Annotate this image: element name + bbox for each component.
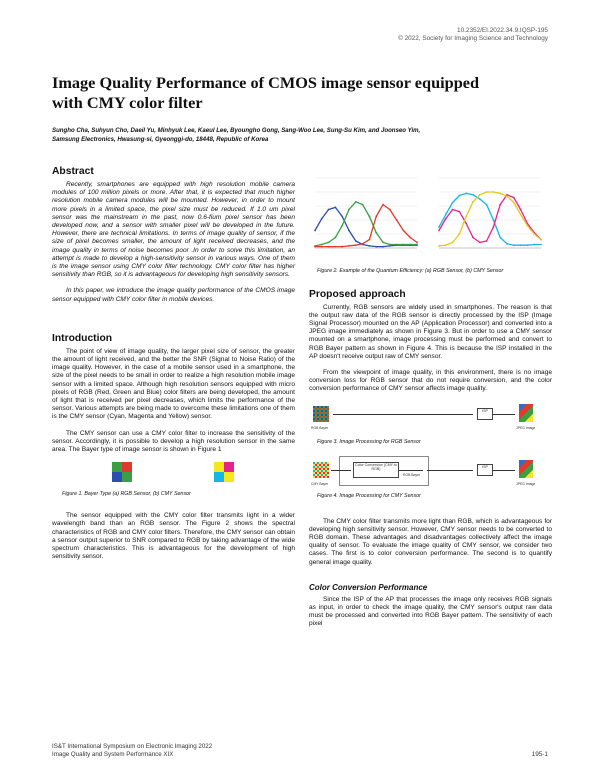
data-point-r bbox=[375, 216, 377, 218]
data-point-r bbox=[396, 219, 398, 221]
data-point-r bbox=[341, 246, 343, 248]
data-point-y bbox=[493, 191, 495, 193]
figure-2 bbox=[309, 168, 552, 268]
data-point-g bbox=[362, 204, 364, 206]
data-point-y bbox=[486, 191, 488, 193]
footer-line-1: IS&T International Symposium on Electronic Imaging 2022 bbox=[52, 743, 213, 750]
rgb-bayer-mid-label: RGB Bayer bbox=[403, 472, 421, 477]
isp-label: ISP bbox=[482, 464, 488, 469]
data-point-r bbox=[335, 246, 337, 248]
data-point-r bbox=[328, 246, 330, 248]
arrow-line bbox=[493, 414, 515, 415]
proposed-approach-heading: Proposed approach bbox=[309, 288, 406, 300]
data-point-y bbox=[452, 242, 454, 244]
figure-2-caption: Figure 2. Example of the Quantum Efficiency: (a) RGB Sensor, (b) CMY Sensor bbox=[317, 268, 504, 274]
jpeg-image-label: JPEG Image bbox=[516, 425, 536, 430]
data-point-g bbox=[335, 237, 337, 239]
data-point-c bbox=[452, 202, 454, 204]
data-point-c bbox=[486, 204, 488, 206]
figure-1-caption: Figure 1. Bayer Type (a) RGB Sensor, (b) CMY Sensor bbox=[62, 491, 191, 498]
data-point-b bbox=[314, 230, 316, 232]
bayer-magenta-pixel bbox=[224, 462, 234, 472]
rgb-bayer-pattern bbox=[112, 462, 132, 482]
introduction-heading: Introduction bbox=[52, 332, 113, 344]
figure-3 bbox=[309, 402, 552, 452]
arrow-line bbox=[333, 414, 473, 415]
data-point-y bbox=[540, 239, 542, 241]
title-line-1: Image Quality Performance of CMOS image sensor equipped bbox=[52, 73, 480, 92]
affiliation: Samsung Electronics, Hwasung-si, Gyeonggi-do, 18448, Republic of Korea bbox=[52, 135, 269, 143]
arrow-line bbox=[399, 470, 423, 471]
data-point-g bbox=[403, 244, 405, 246]
abstract-paragraph-2: In this paper, we introduce the image quality performance of the CMOS image sensor equipped with CMY color filter in mobile devices. bbox=[52, 287, 295, 303]
data-point-m bbox=[465, 223, 467, 225]
data-point-c bbox=[445, 214, 447, 216]
abstract-paragraph-1: Recently, smartphones are equipped with high resolution mobile camera modules of 100 million pixels or more. After that, it is expected that much higher resolution mobile camera modules will be mounted. However, in order to mount more pixels in a limited space, the pixel size must be reduced. If 1.0 um pixel sensor was the mainstream in the past, now 0.6-fium pixel sensor has been developed now, and a sensor with smaller pixel will be developed in the future. However, there are technical limitations. In terms of image quality of sensor, if the size of pixel becomes smaller, the amount of light received decreases, and the image quality in terms of noise becomes poor .In order to solve this limitation, an attempt is made to develop a high-sensitivity sensor in various ways. One of them is the image sensor using CMY color filter technology. CMY color filter has higher sensitivity than RGB, so it is advantageous for developing high sensitivity sensors. bbox=[52, 181, 295, 279]
color-conversion-label: Color Conversion (CMY to RGB) bbox=[355, 462, 397, 472]
figure-4-caption: Figure 4. Image Processing for CMY Sensor bbox=[317, 492, 421, 499]
data-point-m bbox=[479, 242, 481, 244]
color-conversion-paragraph-1: Since the ISP of the AP that processes the image only receives RGB signals as input, in order to check the image quality, the CMY sensor's output raw data must be processed and converted into RGB Bayer pattern. The sensitivity of each pixel bbox=[309, 595, 552, 628]
data-point-m bbox=[459, 211, 461, 213]
color-conversion-heading: Color Conversion Performance bbox=[309, 582, 428, 592]
intro-paragraph-2: The CMY sensor can use a CMY color filter to increase the sensitivity of the sensor. Accordingly, it is possible to develop a high resolution sensor in the same area. The Bayer type of image sensor is shown in Figure 1 bbox=[52, 429, 295, 454]
data-point-g bbox=[396, 244, 398, 246]
data-point-c bbox=[499, 237, 501, 239]
jpeg-image-thumbnail bbox=[519, 404, 533, 422]
data-point-c bbox=[438, 226, 440, 228]
rgb-bayer-label: RGB Bayer bbox=[311, 425, 329, 430]
title-line-2: with CMY color filter bbox=[52, 92, 203, 112]
data-point-y bbox=[445, 244, 447, 246]
rgb-mosaic bbox=[313, 406, 329, 422]
data-point-m bbox=[445, 218, 447, 220]
data-point-c bbox=[493, 219, 495, 221]
data-point-r bbox=[321, 246, 323, 248]
proposed-paragraph-3: The CMY color filter transmits more light than RGB, which is advantageous for developing high sensitivity sensor. However, CMY sensor needs to be converted to RGB domain. These advantages and disadvantages collectively affect the image quality of sensor. To evaluate the image quality of CMY sensor, we consider two cases. The first is to color conversion performance. The second is to quantify general image quality. bbox=[309, 517, 552, 566]
data-point-g bbox=[389, 244, 391, 246]
data-point-g bbox=[355, 201, 357, 203]
data-point-g bbox=[369, 216, 371, 218]
data-point-r bbox=[389, 209, 391, 211]
intro-paragraph-3: The sensor equipped with the CMY color filter transmits light in a wider wavelength band than an RGB sensor. The Figure 2 shows the spectral characteristics of RGB and CMY color filters. Therefore, the CMY sensor can obtain a sensor output superior to SNR compared to RGB by taking advantage of the wide spectrum characteristics. This is advantageous for the development of high sensitivity sensor. bbox=[52, 512, 295, 561]
doi-header bbox=[398, 27, 548, 42]
qe-chart-rgb bbox=[309, 174, 421, 256]
data-point-y bbox=[472, 201, 474, 203]
data-point-r bbox=[416, 242, 418, 244]
data-point-b bbox=[335, 207, 337, 209]
bayer-blue-pixel bbox=[112, 472, 122, 482]
bayer-green-pixel bbox=[112, 462, 122, 472]
data-point-g bbox=[321, 244, 323, 246]
isp-box bbox=[477, 408, 493, 420]
series-line-m bbox=[439, 195, 541, 243]
data-point-m bbox=[452, 209, 454, 211]
data-point-y bbox=[506, 195, 508, 197]
data-point-m bbox=[472, 237, 474, 239]
data-point-b bbox=[341, 216, 343, 218]
data-point-g bbox=[409, 244, 411, 246]
data-point-c bbox=[527, 244, 529, 246]
cmy-bayer-pattern bbox=[214, 462, 234, 482]
data-point-c bbox=[465, 193, 467, 195]
data-point-r bbox=[362, 243, 364, 245]
data-point-r bbox=[348, 245, 350, 247]
data-point-m bbox=[438, 230, 440, 232]
data-point-r bbox=[382, 204, 384, 206]
data-point-r bbox=[355, 244, 357, 246]
data-point-g bbox=[348, 209, 350, 211]
footer-line-2: Image Quality and System Performance XIX bbox=[52, 750, 174, 758]
data-point-b bbox=[348, 230, 350, 232]
bayer-yellow-pixel bbox=[214, 462, 224, 472]
arrow-line bbox=[331, 470, 351, 471]
jpeg-image-label: JPEG Image bbox=[516, 481, 536, 486]
footer bbox=[52, 743, 212, 758]
data-point-r bbox=[369, 239, 371, 241]
data-point-c bbox=[533, 244, 535, 246]
page-number: 195-1 bbox=[531, 751, 548, 758]
data-point-g bbox=[341, 225, 343, 227]
figure-4 bbox=[309, 456, 552, 512]
arrow-line bbox=[493, 470, 515, 471]
data-point-c bbox=[472, 194, 474, 196]
right-column bbox=[309, 168, 552, 629]
author-block bbox=[52, 127, 552, 144]
data-point-b bbox=[369, 245, 371, 247]
data-point-b bbox=[375, 246, 377, 248]
figure-3-caption: Figure 3. Image Processing for RGB Sensor bbox=[317, 438, 421, 445]
data-point-m bbox=[493, 226, 495, 228]
isp-label: ISP bbox=[482, 408, 488, 413]
doi: 10.2352/EI.2022.34.9.IQSP-195 bbox=[457, 27, 548, 34]
proposed-paragraph-2: From the viewpoint of image quality, in this environment, there is no image conversion loss for RGB sensor that do not require conversion, and the color conversion performance of CMY sensor affects image quality. bbox=[309, 368, 552, 393]
data-point-y bbox=[459, 233, 461, 235]
bayer-cyan-pixel bbox=[214, 472, 224, 482]
data-point-r bbox=[403, 230, 405, 232]
data-point-g bbox=[382, 242, 384, 244]
data-point-y bbox=[533, 233, 535, 235]
data-point-m bbox=[520, 209, 522, 211]
left-column bbox=[52, 166, 295, 562]
bayer-red-pixel bbox=[122, 462, 132, 472]
data-point-b bbox=[321, 218, 323, 220]
bayer-yellow-pixel bbox=[224, 472, 234, 482]
data-point-c bbox=[540, 244, 542, 246]
arrow-line bbox=[427, 470, 473, 471]
data-point-r bbox=[314, 246, 316, 248]
data-point-y bbox=[438, 245, 440, 247]
data-point-c bbox=[506, 243, 508, 245]
data-point-y bbox=[513, 202, 515, 204]
data-point-b bbox=[328, 209, 330, 211]
isp-box bbox=[477, 464, 493, 476]
data-point-m bbox=[513, 197, 515, 199]
figure-1 bbox=[52, 460, 295, 504]
color-conversion-box bbox=[353, 462, 399, 478]
abstract-heading: Abstract bbox=[52, 166, 94, 177]
data-point-c bbox=[520, 244, 522, 246]
qe-chart-cmy bbox=[433, 174, 545, 256]
data-point-y bbox=[499, 193, 501, 195]
data-point-m bbox=[486, 240, 488, 242]
copyright: © 2022, Society for Imaging Science and Technology bbox=[398, 35, 548, 42]
cmy-mosaic bbox=[313, 462, 329, 478]
proposed-paragraph-1: Currently, RGB sensors are widely used in smartphones. The reason is that the output raw data of the RGB sensor is directly processed by the ISP (Image Signal Processor) mounted on the AP (Application Processor) and converted into a JPEG image immediately as shown in Figure 3. But in order to use a CMY sensor mounted on a smartphone, image processing must be performed and convert to RGB Bayer pattern as shown in Figure 4. This is because the ISP installed in the AP doesn't receive output raw of CMY sensor. bbox=[309, 303, 552, 360]
data-point-m bbox=[499, 204, 501, 206]
data-point-g bbox=[328, 242, 330, 244]
data-point-b bbox=[382, 246, 384, 248]
data-point-c bbox=[459, 195, 461, 197]
intro-paragraph-1: The point of view of image quality, the larger pixel size of sensor, the greater the amount of light received, and the better the SNR (Signal to Noise Ratio) of the image quality. However, in the case of a mobile sensor used in a smartphone, the size of the pixel needs to be small in order to realize a high resolution mobile image sensor with a limited space. Although high resolution sensors equipped with micro pixels of RGB (Red, Green and Blue) color filters are being developed, the amount of light that is received per pixel decreases, which limits the performance of the sensor. Various attempts are being made to overcome these limitations one of them is the CMY sensor (Cyan, Magenta and Yellow) sensor. bbox=[52, 347, 295, 421]
bayer-green-pixel bbox=[122, 472, 132, 482]
data-point-r bbox=[409, 237, 411, 239]
data-point-y bbox=[520, 214, 522, 216]
data-point-c bbox=[479, 198, 481, 200]
data-point-g bbox=[416, 244, 418, 246]
data-point-g bbox=[375, 232, 377, 234]
data-point-c bbox=[513, 244, 515, 246]
data-point-y bbox=[527, 225, 529, 227]
data-point-b bbox=[355, 240, 357, 242]
paper-title bbox=[52, 73, 552, 112]
data-point-y bbox=[465, 216, 467, 218]
cmy-bayer-label: CMY Bayer bbox=[311, 481, 329, 486]
data-point-y bbox=[479, 194, 481, 196]
jpeg-image-thumbnail bbox=[519, 460, 533, 478]
authors: Sungho Cha, Suhyun Cho, Daeil Yu, Minhyuk Lee, Kaeul Lee, Byoungho Gong, Sang-Woo Lee, Sung-Su Kim, and Joonseo Yim, bbox=[52, 127, 421, 134]
